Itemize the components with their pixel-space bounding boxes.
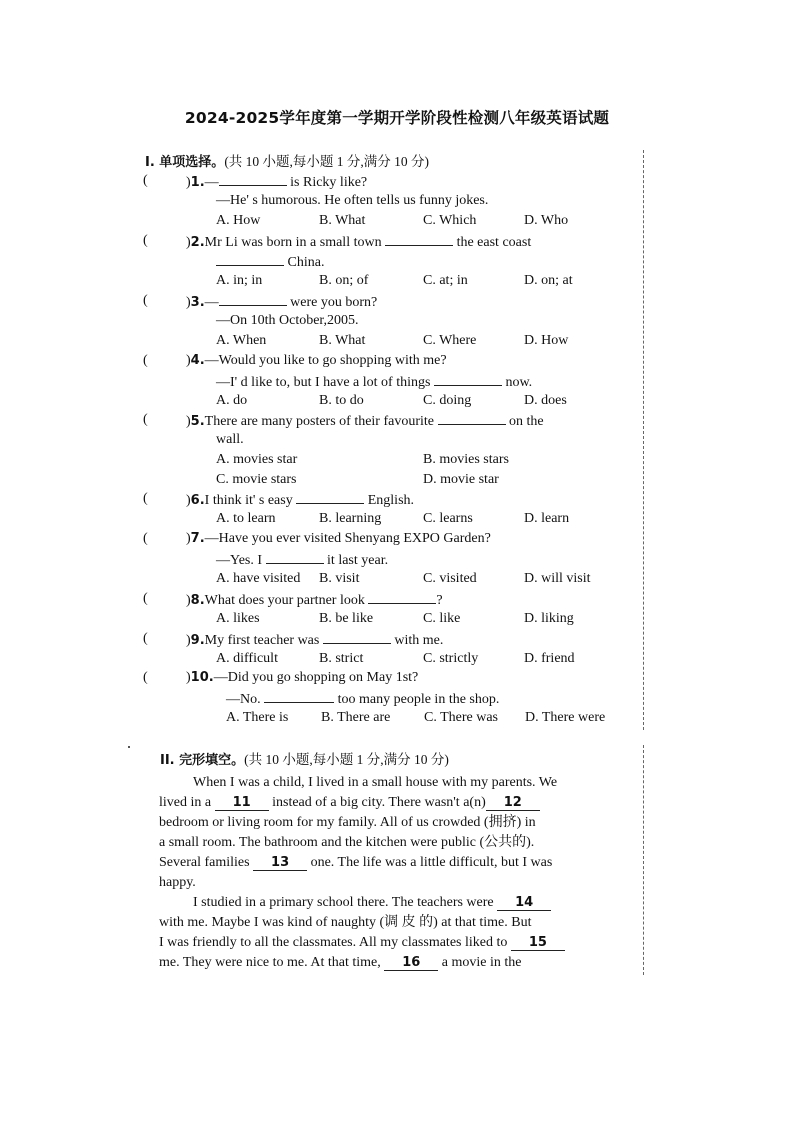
question-number: 10. <box>190 670 214 685</box>
answer-paren[interactable] <box>143 629 148 649</box>
answer-blank[interactable] <box>385 231 453 246</box>
stem-text: —Did you go shopping on May 1st? <box>213 670 419 685</box>
stem-text: now. <box>501 375 533 390</box>
option-a[interactable]: A. When <box>216 333 267 348</box>
cloze-blank[interactable]: 12 <box>486 795 540 811</box>
passage-line <box>159 933 565 953</box>
question-number: 8. <box>190 593 205 608</box>
passage-line <box>159 813 536 833</box>
stem-text: — <box>204 175 219 190</box>
stem-text: —No. <box>226 692 265 707</box>
section-2-heading <box>160 748 449 768</box>
option-d[interactable]: D. will visit <box>524 571 591 586</box>
paren-close: ) <box>186 633 191 648</box>
paren-close: ) <box>186 353 191 368</box>
option-a[interactable]: A. difficult <box>216 651 278 666</box>
option-b[interactable]: B. be like <box>319 611 374 626</box>
passage-text: Several families <box>159 855 254 870</box>
passage-line <box>159 953 521 973</box>
answer-blank[interactable] <box>219 291 287 306</box>
option-b[interactable]: B. What <box>319 333 366 348</box>
option-a[interactable]: A. movies star <box>216 452 298 467</box>
option-b[interactable]: B. What <box>319 213 366 228</box>
option-d[interactable]: D. on; at <box>524 273 573 288</box>
section-1-title: I. 单项选择。 <box>145 155 225 170</box>
question-stem <box>186 589 443 611</box>
stem-text: What does your partner look <box>204 593 369 608</box>
question-line-2 <box>216 430 244 450</box>
option-a[interactable]: A. How <box>216 213 261 228</box>
stem-text: —Yes. I <box>216 553 266 568</box>
answer-blank[interactable] <box>438 410 506 425</box>
question-line-2 <box>226 688 499 710</box>
paren-close: ) <box>186 493 191 508</box>
answer-paren[interactable] <box>143 410 148 430</box>
stem-text: There are many posters of their favourite <box>204 414 438 429</box>
option-b[interactable]: B. strict <box>319 651 364 666</box>
question-stem <box>186 291 377 313</box>
option-b[interactable]: B. on; of <box>319 273 369 288</box>
stem-text: —Would you like to go shopping with me? <box>204 353 447 368</box>
paren-open: ( <box>143 173 148 188</box>
option-d[interactable]: D. liking <box>524 611 574 626</box>
stem-text: too many people in the shop. <box>334 692 500 707</box>
question-stem <box>186 489 414 511</box>
question-number: 6. <box>190 493 205 508</box>
stem-text: wall. <box>216 432 244 447</box>
stem-text: with me. <box>390 633 444 648</box>
paren-open: ( <box>143 353 148 368</box>
section-2-note: (共 10 小题,每小题 1 分,满分 10 分) <box>244 752 449 767</box>
stem-text: —He' s humorous. He often tells us funny jokes. <box>216 193 489 208</box>
answer-paren[interactable] <box>143 351 148 371</box>
paren-close: ) <box>186 593 191 608</box>
option-d[interactable]: D. How <box>524 333 569 348</box>
stem-text: China. <box>284 255 325 270</box>
option-b[interactable]: B. to do <box>319 393 364 408</box>
stem-text: —I' d like to, but I have a lot of things <box>216 375 434 390</box>
passage-text: bedroom or living room for my family. All of us crowded (拥挤) in <box>159 815 536 830</box>
paren-close: ) <box>186 531 191 546</box>
question-stem <box>186 231 531 253</box>
option-c[interactable]: C. visited <box>423 571 477 586</box>
option-d[interactable]: D. There were <box>525 710 606 725</box>
stem-text: —Have you ever visited Shenyang EXPO Garden? <box>204 531 491 546</box>
paren-close: ) <box>186 235 191 250</box>
passage-text: me. They were nice to me. At that time, <box>159 955 385 970</box>
section-1-note: (共 10 小题,每小题 1 分,满分 10 分) <box>224 154 430 169</box>
answer-paren[interactable] <box>143 231 148 251</box>
passage-text: I was friendly to all the classmates. All my classmates liked to <box>159 935 511 950</box>
answer-blank[interactable] <box>323 629 391 644</box>
option-a[interactable]: A. likes <box>216 611 260 626</box>
paren-close: ) <box>186 414 191 429</box>
option-c[interactable]: C. learns <box>423 511 473 526</box>
answer-paren[interactable] <box>143 589 148 609</box>
question-number: 9. <box>190 633 205 648</box>
option-d[interactable]: D. friend <box>524 651 575 666</box>
option-c[interactable]: C. strictly <box>423 651 479 666</box>
question-number: 2. <box>190 235 205 250</box>
passage-text: with me. Maybe I was kind of naughty (调 皮 的) at that time. But <box>159 915 532 930</box>
option-c[interactable]: C. like <box>423 611 461 626</box>
answer-blank[interactable] <box>264 688 334 703</box>
passage-text: When I was a child, I lived in a small house with my parents. We <box>193 775 558 790</box>
stem-text: English. <box>364 493 415 508</box>
passage-text: lived in a <box>159 795 215 810</box>
section-divider <box>643 150 644 730</box>
option-c[interactable]: C. Where <box>423 333 477 348</box>
option-a[interactable]: A. in; in <box>216 273 263 288</box>
passage-line <box>159 833 534 853</box>
answer-blank[interactable] <box>434 371 502 386</box>
passage-text: a small room. The bathroom and the kitchen were public (公共的). <box>159 835 535 850</box>
question-number: 3. <box>190 295 205 310</box>
passage-text: happy. <box>159 875 196 890</box>
paren-open: ( <box>143 233 148 248</box>
paren-close: ) <box>186 670 191 685</box>
question-number: 7. <box>190 531 205 546</box>
paren-open: ( <box>143 491 148 506</box>
answer-blank[interactable] <box>296 489 364 504</box>
stray-mark <box>128 746 130 748</box>
paren-open: ( <box>143 531 148 546</box>
cloze-blank[interactable]: 13 <box>253 855 307 871</box>
passage-line <box>193 893 551 913</box>
stem-text: is Ricky like? <box>286 175 368 190</box>
option-b[interactable]: B. visit <box>319 571 360 586</box>
answer-paren[interactable] <box>143 489 148 509</box>
passage-line <box>159 873 196 893</box>
question-stem <box>186 410 544 432</box>
cloze-blank[interactable]: 14 <box>497 895 551 911</box>
paren-open: ( <box>143 591 148 606</box>
answer-blank[interactable] <box>216 251 284 266</box>
paren-open: ( <box>143 412 148 427</box>
stem-text: My first teacher was <box>204 633 323 648</box>
question-line-2 <box>216 371 532 393</box>
question-stem <box>186 668 418 688</box>
question-number: 4. <box>190 353 205 368</box>
page-title: 2024-2025学年度第一学期开学阶段性检测八年级英语试题 <box>184 109 610 127</box>
stem-text: —On 10th October,2005. <box>216 313 359 328</box>
stem-text: it last year. <box>323 553 389 568</box>
section-divider <box>643 745 644 975</box>
paren-close: ) <box>186 295 191 310</box>
option-d[interactable]: D. does <box>524 393 567 408</box>
option-a[interactable]: A. do <box>216 393 248 408</box>
stem-text: Mr Li was born in a small town <box>204 235 386 250</box>
option-b[interactable]: B. There are <box>321 710 391 725</box>
question-line-2 <box>216 549 388 571</box>
passage-text: instead of a big city. There wasn't a(n) <box>268 795 486 810</box>
answer-paren[interactable] <box>143 668 148 688</box>
cloze-blank[interactable]: 15 <box>511 935 565 951</box>
answer-blank[interactable] <box>368 589 436 604</box>
stem-text: the east coast <box>453 235 532 250</box>
passage-text: I studied in a primary school there. The teachers were <box>193 895 498 910</box>
section-2-title: II. 完形填空。 <box>160 753 245 768</box>
section-1-heading <box>145 150 429 170</box>
question-number: 5. <box>190 414 205 429</box>
stem-text: were you born? <box>286 295 378 310</box>
option-d[interactable]: D. Who <box>524 213 569 228</box>
option-c[interactable]: C. movie stars <box>216 472 297 487</box>
option-c[interactable]: C. There was <box>424 710 498 725</box>
paren-open: ( <box>143 631 148 646</box>
question-stem <box>186 529 491 549</box>
answer-paren[interactable] <box>143 529 148 549</box>
stem-text: on the <box>505 414 544 429</box>
cloze-blank[interactable]: 16 <box>384 955 438 971</box>
option-c[interactable]: C. doing <box>423 393 472 408</box>
option-b[interactable]: B. movies stars <box>423 452 509 467</box>
answer-paren[interactable] <box>143 291 148 311</box>
question-line-2 <box>216 311 359 331</box>
question-stem <box>186 171 367 193</box>
option-a[interactable]: A. to learn <box>216 511 276 526</box>
question-number: 1. <box>190 175 205 190</box>
cloze-blank[interactable]: 11 <box>215 795 269 811</box>
paren-open: ( <box>143 670 148 685</box>
option-d[interactable]: D. movie star <box>423 472 499 487</box>
answer-blank[interactable] <box>219 171 287 186</box>
stem-text: — <box>204 295 219 310</box>
passage-line <box>159 793 540 813</box>
question-line-2 <box>216 191 488 211</box>
option-b[interactable]: B. learning <box>319 511 382 526</box>
question-stem <box>186 351 447 371</box>
answer-blank[interactable] <box>266 549 324 564</box>
question-stem <box>186 629 443 651</box>
passage-line <box>159 913 532 933</box>
stem-text: ? <box>436 593 443 608</box>
answer-paren[interactable] <box>143 171 148 191</box>
option-c[interactable]: C. at; in <box>423 273 468 288</box>
option-d[interactable]: D. learn <box>524 511 570 526</box>
option-c[interactable]: C. Which <box>423 213 477 228</box>
paren-open: ( <box>143 293 148 308</box>
passage-text: one. The life was a little difficult, but I was <box>307 855 553 870</box>
option-a[interactable]: A. There is <box>226 710 289 725</box>
passage-line <box>193 773 557 793</box>
passage-text: a movie in the <box>438 955 522 970</box>
option-a[interactable]: A. have visited <box>216 571 301 586</box>
stem-text: I think it' s easy <box>204 493 297 508</box>
question-line-2 <box>216 251 324 273</box>
passage-line <box>159 853 552 873</box>
paren-close: ) <box>186 175 191 190</box>
